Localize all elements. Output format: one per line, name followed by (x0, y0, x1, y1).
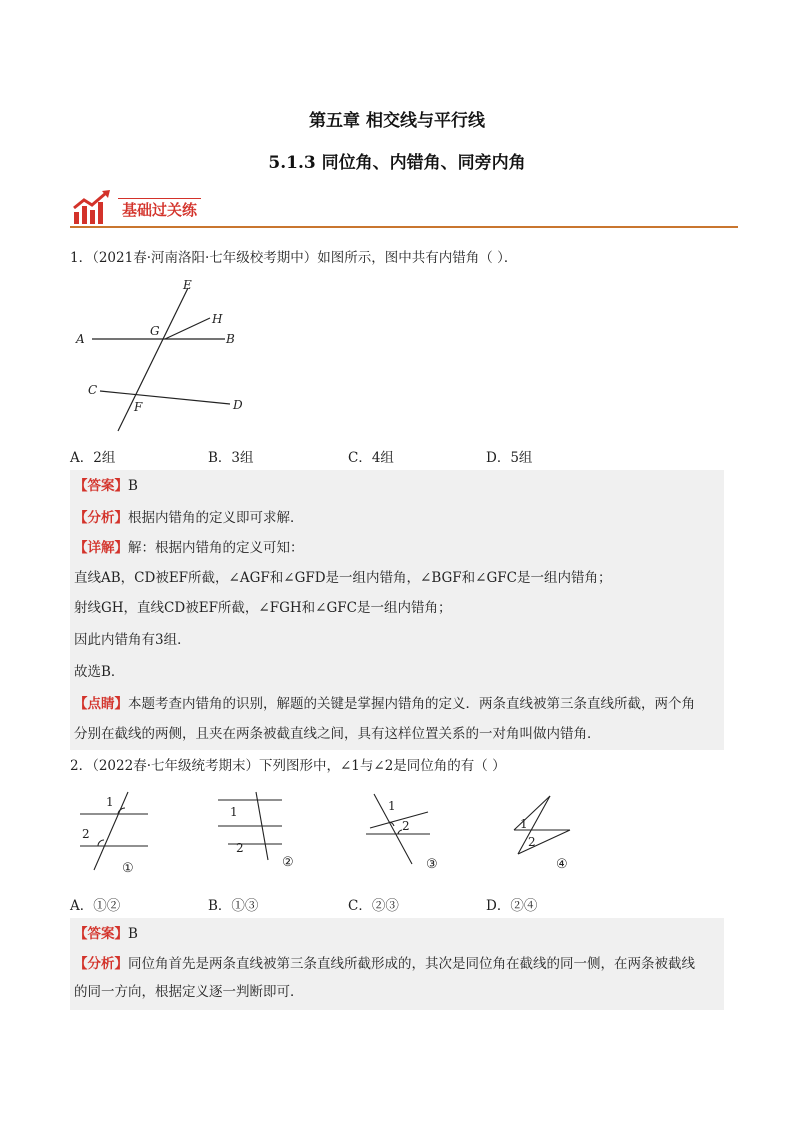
section-divider (70, 226, 738, 228)
label-B: B (226, 332, 235, 346)
fig2-marker: ② (282, 855, 294, 870)
q2-answer-line (74, 924, 720, 944)
q1-figure (70, 276, 260, 436)
q2-solution-box (70, 918, 724, 1010)
q1-answer-line (74, 476, 720, 496)
q1-option-b: B．3组 (208, 450, 254, 466)
fig3-angle-2: 2 (402, 819, 410, 833)
q2-option-b: B．①③ (208, 898, 259, 914)
q1-stem: 1．（2021春·河南洛阳·七年级校考期中）如图所示，图中共有内错角（ ）． (70, 250, 518, 266)
section-title: 5.1.3 同位角、内错角、同旁内角 (268, 153, 526, 173)
section-label: 基础过关练 (118, 198, 201, 220)
label-F: F (134, 400, 143, 414)
label-E: E (183, 278, 192, 292)
q2-analysis1: 同位角首先是两条直线被第三条直线所截形成的，其次是同位角在截线的同一侧，在两条被截线 (128, 956, 695, 972)
q2-stem: 2．（2022春·七年级统考期末）下列图形中，∠1与∠2是同位角的有（ ） (70, 758, 506, 774)
label-D: D (233, 398, 243, 412)
fig1-angle-2: 2 (82, 827, 90, 841)
detail-tag: 【详解】 (74, 540, 128, 556)
q1-detail: 解：根据内错角的定义可知： (128, 540, 304, 556)
q2-analysis-line1 (74, 954, 720, 974)
label-A: A (76, 332, 85, 346)
fig1-angle-1: 1 (106, 795, 114, 809)
fig4-marker: ④ (556, 857, 568, 872)
q1-detail-line (74, 538, 720, 558)
q1-detail-line2: 射线GH，直线CD被EF所截，∠FGH和∠GFC是一组内错角； (74, 600, 452, 616)
q1-detail-line1: 直线AB，CD被EF所截，∠AGF和∠GFD是一组内错角，∠BGF和∠GFC是一组内错角； (74, 570, 612, 586)
q1-analysis: 根据内错角的定义即可求解． (128, 510, 304, 526)
fig2-angle-1: 1 (230, 805, 238, 819)
comment-tag: 【点睛】 (74, 696, 128, 712)
fig1-marker: ① (122, 861, 134, 876)
q1-analysis-line (74, 508, 720, 528)
answer-tag: 【答案】 (74, 926, 128, 942)
label-G: G (150, 324, 160, 338)
q1-detail-line4: 故选B． (74, 664, 125, 680)
fig3-angle-1: 1 (388, 799, 396, 813)
analysis-tag: 【分析】 (74, 956, 128, 972)
q2-option-d: D．②④ (486, 898, 538, 914)
q1-option-c: C．4组 (348, 450, 394, 466)
q1-option-d: D．5组 (486, 450, 533, 466)
q2-figures (70, 784, 610, 884)
fig2-angle-2: 2 (236, 841, 244, 855)
label-H: H (212, 312, 223, 326)
q1-answer: B (128, 478, 138, 494)
chapter-title: 第五章 相交线与平行线 (309, 111, 485, 131)
q1-option-a: A．2组 (70, 450, 116, 466)
q2-option-c: C．②③ (348, 898, 399, 914)
q1-solution-box (70, 470, 724, 750)
q1-comment1: 本题考查内错角的识别，解题的关键是掌握内错角的定义．两条直线被第三条直线所截，两个角 (128, 696, 695, 712)
q2-option-a: A．①② (70, 898, 121, 914)
analysis-tag: 【分析】 (74, 510, 128, 526)
q2-analysis-line2: 的同一方向，根据定义逐一判断即可． (74, 984, 304, 1000)
fig4-angle-2: 2 (528, 835, 536, 849)
q2-answer: B (128, 926, 138, 942)
label-C: C (88, 383, 98, 397)
q1-detail-line3: 因此内错角有3组． (74, 632, 191, 648)
fig4-angle-1: 1 (520, 817, 528, 831)
q1-comment-line2: 分别在截线的两侧，且夹在两条被截直线之间，具有这样位置关系的一对角叫做内错角． (74, 726, 601, 742)
q1-comment-line1 (74, 694, 720, 714)
fig3-marker: ③ (426, 857, 438, 872)
section-banner (70, 190, 738, 228)
answer-tag: 【答案】 (74, 478, 128, 494)
rising-chart-icon (72, 190, 114, 226)
